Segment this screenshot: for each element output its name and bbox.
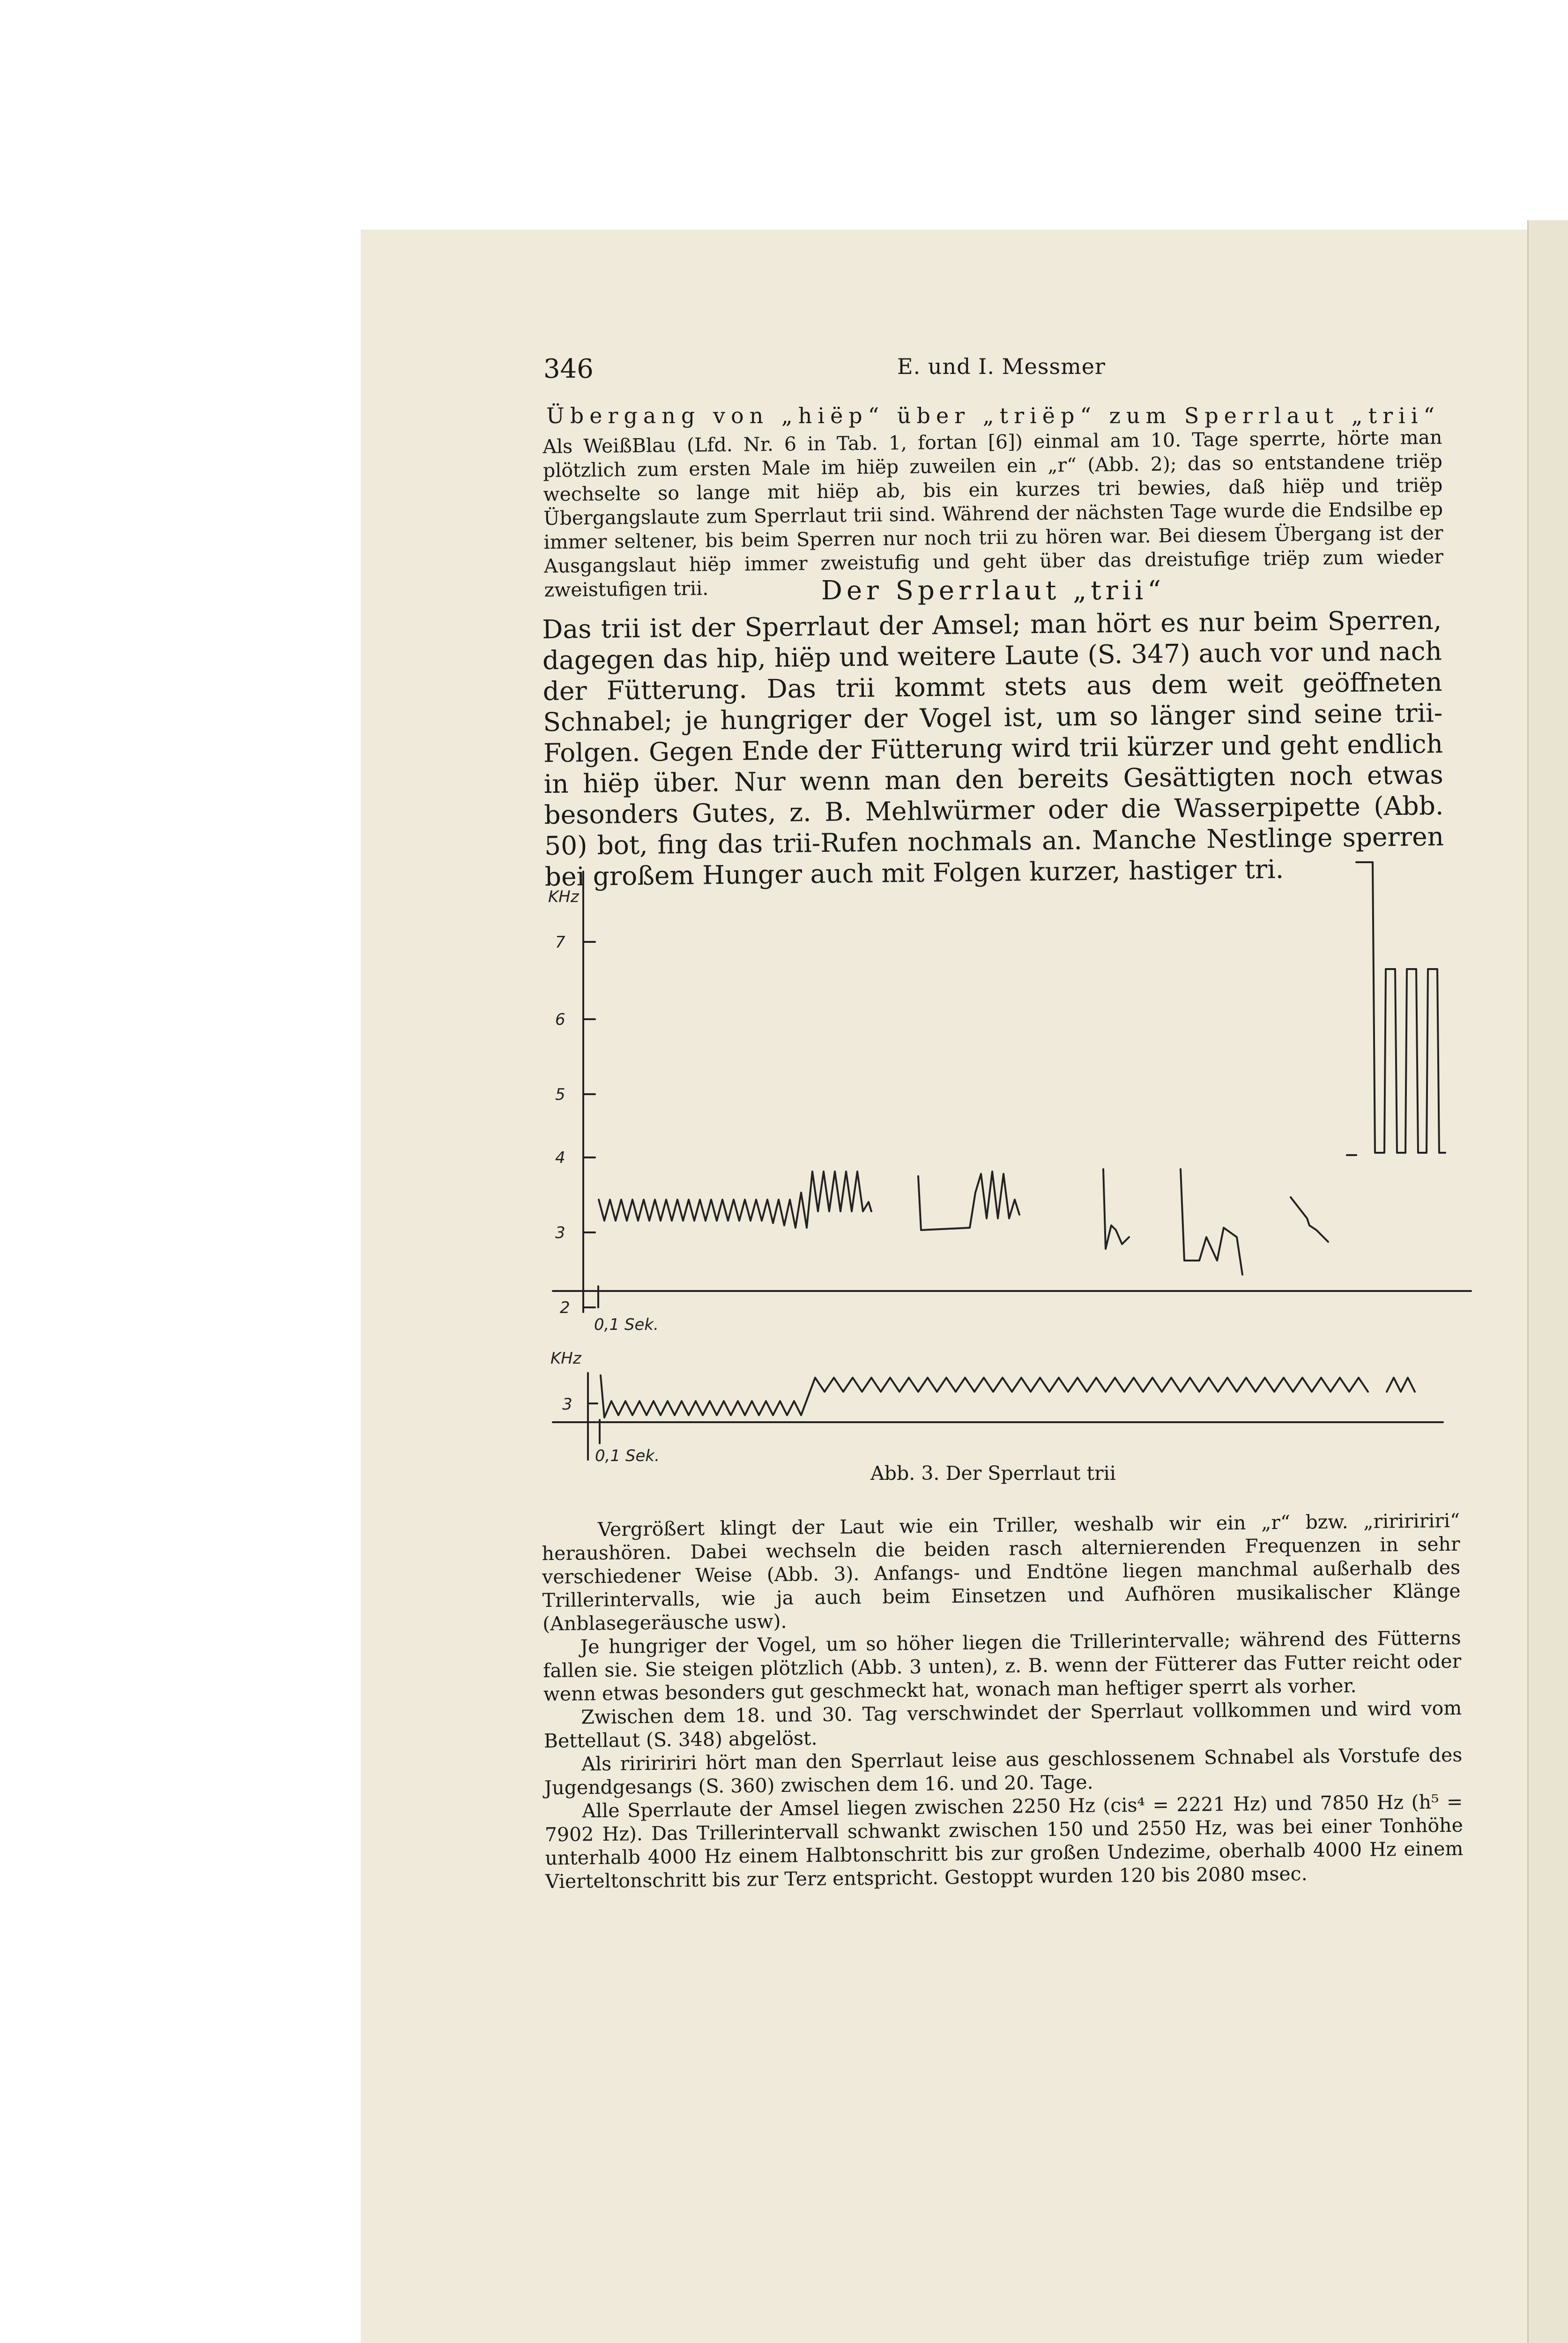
bottom-time-label: 0,1 Sek. — [595, 1447, 660, 1465]
trace-tri-short — [1291, 1197, 1328, 1242]
paragraph-frequencies: Alle Sperrlaute der Amsel liegen zwischen 2250 Hz (cis⁴ = 2221 Hz) und 7850 Hz (h⁵ = 7902 Hz). Das Trillerintervall schwankt zwischen 150 und 2550 Hz, was bei einer Tonhöhe unterhalb 4000 Hz einem Halbtonschritt bis zur großen Undezime, oberhalb 4000 Hz einem Vierteltonschritt bis zur Terz entspricht. Gestoppt wurden 120 bis 2080 msec. — [544, 1790, 1464, 1893]
top-time-label: 0,1 Sek. — [594, 1315, 659, 1334]
trace-high-trill — [1356, 862, 1445, 1153]
paragraph-sperrlaut: Das trii ist der Sperrlaut der Amsel; man hört es nur beim Sperren, dagegen das hip, hiëp und weitere Laute (S. 347) auch vor und nach der Fütterung. Das trii kommt stets aus dem weit geöffneten Schnabel; je hungriger der Vogel ist, um so länger sind seine trii-Folgen. Gegen Ende der Fütterung wird trii kürzer und geht endlich in hiëp über. Nur wenn man den bereits Gesättigten noch etwas besonders Gutes, z. B. Mehlwürmer oder die Wasserpipette (Abb. 50) bot, fing das trii-Rufen nochmals an. Manche Nestlinge sperren bei großem Hunger auch mit Folgen kurzer, hastiger tri. — [542, 604, 1444, 892]
tick-label-4: 4 — [555, 1149, 565, 1167]
paragraph-hunger: Je hungriger der Vogel, um so höher liegen die Trillerintervalle; während des Fütterns fallen sie. Sie steigen plötzlich (Abb. 3 unten), z. B. wenn der Fütterer das Futter reicht oder wenn etwas besonders gut geschmeckt hat, wonach man heftiger sperrt als vorher. — [543, 1626, 1462, 1706]
trace-trill-long — [599, 1172, 871, 1228]
paragraph-disappearance: Zwischen dem 18. und 30. Tag verschwindet der Sperrlaut vollkommen und wird vom Bettellaut (S. 348) abgelöst. — [543, 1696, 1462, 1753]
trace-hiep-1 — [1103, 1169, 1129, 1249]
tick-label-7: 7 — [555, 933, 565, 952]
figure-caption: Abb. 3. Der Sperrlaut trii — [870, 1462, 1116, 1485]
paragraph-triller: Vergrößert klingt der Laut wie ein Triller, weshalb wir ein „r“ bzw. „ririririri“ heraushören. Dabei wechseln die beiden rasch alternierenden Frequenzen in sehr verschiedener Weise (Abb. 3). Anfangs- und Endtöne liegen manchmal außerhalb des Trillerintervalls, wie ja auch beim Einsetzen und Aufhören musikalischer Klänge (Anblasegeräusche usw). — [542, 1509, 1461, 1635]
top-unit-label: KHz — [548, 888, 579, 906]
trace-short-trill — [918, 1172, 1019, 1230]
section-heading-transition: Übergang von „hiëp“ über „triëp“ zum Sperrlaut „trii“ — [546, 403, 1440, 428]
bottom-tick-label-3: 3 — [562, 1395, 572, 1414]
bottom-unit-label: KHz — [550, 1349, 581, 1368]
tick-label-2: 2 — [560, 1298, 570, 1317]
bottom-trill-trace — [601, 1375, 1415, 1418]
running-header-authors: E. und I. Messmer — [897, 354, 1106, 379]
paragraph-ririri: Als ririririri hört man den Sperrlaut leise aus geschlossenem Schnabel als Vorstufe des Jugendgesangs (S. 360) zwischen dem 16. und 20. Tage. — [544, 1743, 1463, 1799]
tick-label-6: 6 — [555, 1010, 565, 1029]
tick-label-3: 3 — [555, 1224, 565, 1242]
tick-label-5: 5 — [555, 1085, 565, 1104]
paragraph-transition: Als WeißBlau (Lfd. Nr. 6 in Tab. 1, fortan [6]) einmal am 10. Tage sperrte, hörte man plötzlich zum ersten Male im hiëp zuweilen ein „r“ (Abb. 2); das so entstandene triëp wechselte so lange mit hiëp ab, bis ein kurzes tri bewies, daß hiëp und triëp Übergangslaute zum Sperrlaut trii sind. Während der nächsten Tage wurde die Endsilbe ep immer seltener, bis beim Sperren nur noch trii zu hören war. Bei diesem Übergang ist der Ausgangslaut hiëp immer zweistufig und geht über das dreistufige triëp zum wieder zweistufigen trii. — [542, 425, 1444, 602]
body-text — [542, 1509, 1464, 1893]
page-number: 346 — [543, 354, 594, 384]
trace-hiep-2 — [1181, 1169, 1242, 1275]
section-heading-sperrlaut: Der Sperrlaut „trii“ — [821, 575, 1165, 606]
